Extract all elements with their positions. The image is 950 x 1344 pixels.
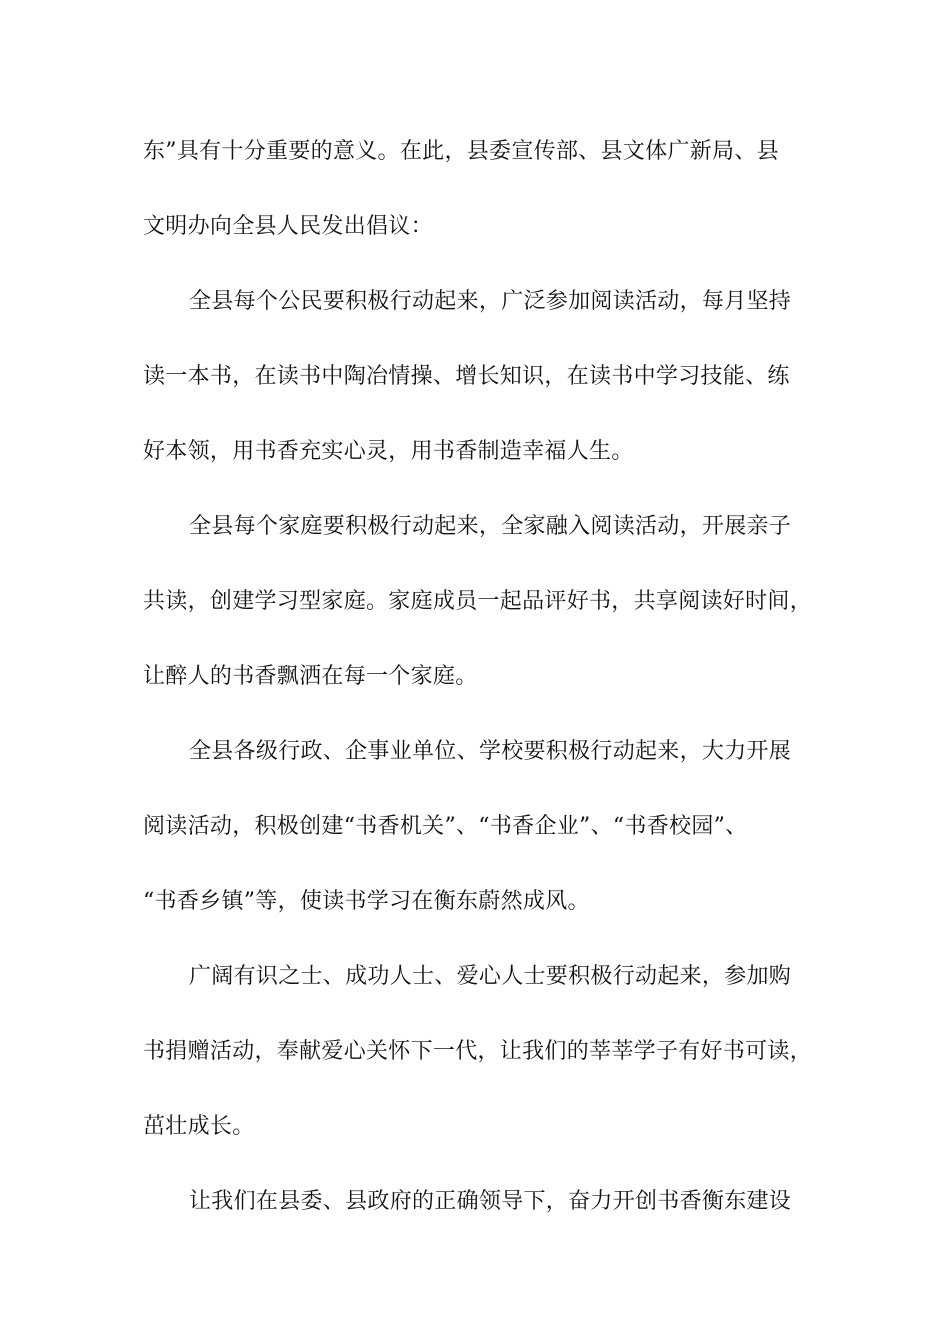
text-line: 让醉人的书香飘洒在每一个家庭。 <box>143 664 478 689</box>
text-line: 茁壮成长。 <box>143 1114 255 1139</box>
paragraph-start-line: 全县各级行政、企事业单位、学校要积极行动起来，大力开展 <box>189 739 792 764</box>
text-line: “书香乡镇”等，使读书学习在衡东蔚然成风。 <box>143 889 590 914</box>
paragraph-start-line: 全县每个公民要积极行动起来，广泛参加阅读活动，每月坚持 <box>189 289 792 314</box>
text-line: 好本领，用书香充实心灵，用书香制造幸福人生。 <box>143 439 634 464</box>
paragraph-start-line: 广阔有识之士、成功人士、爱心人士要积极行动起来，参加购 <box>189 964 792 989</box>
text-line: 共读，创建学习型家庭。家庭成员一起品评好书，共享阅读好时间， <box>143 589 813 614</box>
text-line: 东”具有十分重要的意义。在此，县委宣传部、县文体广新局、县 <box>143 139 779 164</box>
text-line: 阅读活动，积极创建“书香机关”、“书香企业”、“书香校园”、 <box>143 814 748 839</box>
paragraph-start-line: 全县每个家庭要积极行动起来，全家融入阅读活动，开展亲子 <box>189 514 792 539</box>
text-line: 文明办向全县人民发出倡议： <box>143 214 433 239</box>
text-line: 读一本书，在读书中陶冶情操、增长知识，在读书中学习技能、练 <box>143 364 790 389</box>
text-line: 书捐赠活动，奉献爱心关怀下一代，让我们的莘莘学子有好书可读， <box>143 1039 813 1064</box>
paragraph-start-line: 让我们在县委、县政府的正确领导下，奋力开创书香衡东建设 <box>189 1189 792 1214</box>
